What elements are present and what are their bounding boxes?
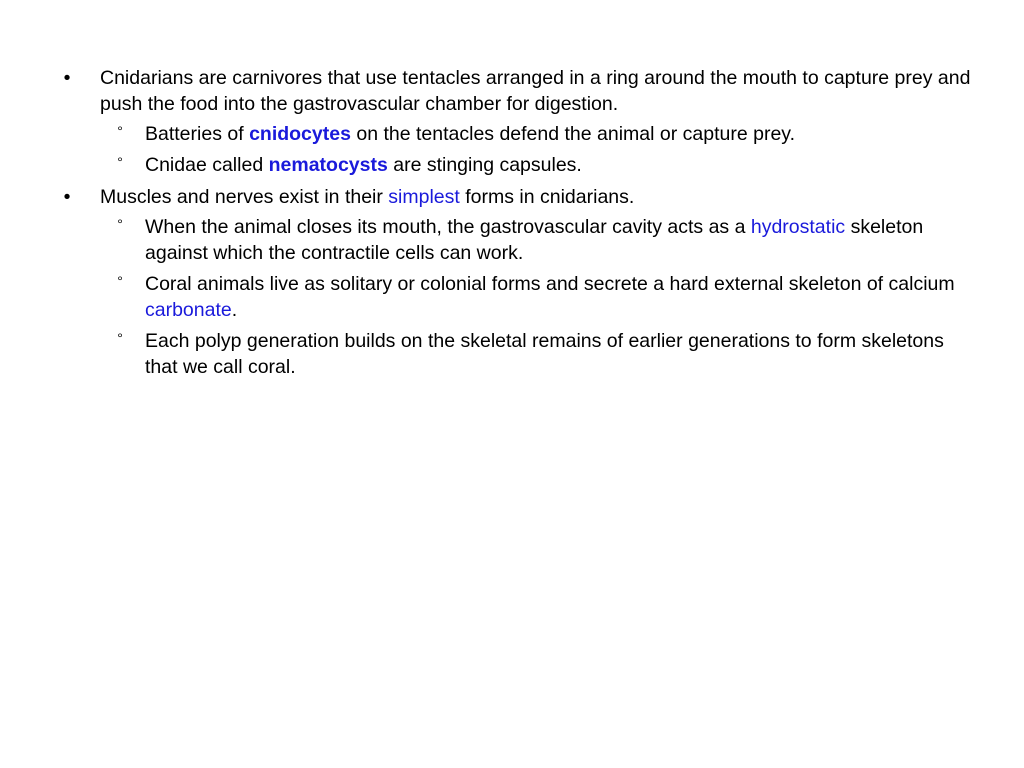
sub-bullet-item-hydrostatic — [100, 214, 980, 266]
bullet-marker: • — [63, 67, 71, 89]
highlight-term-simplest: simplest — [388, 186, 460, 208]
sub-bullet-list — [100, 121, 980, 178]
bullet-text: Cnidarians are carnivores that use tentacles arranged in a ring around the mouth to capture prey and push the food into the gastrovascular chamber for digestion. — [100, 67, 971, 115]
sub-bullet-text-after: are stinging capsules. — [387, 154, 582, 176]
sub-bullet-list — [100, 214, 980, 380]
sub-bullet-item-carbonate — [100, 271, 980, 323]
bullet-text-after: forms in cnidarians. — [459, 186, 635, 208]
sub-bullet-text-before: When the animal closes its mouth, the gastrovascular cavity acts as a — [145, 216, 751, 238]
sub-bullet-text-before: Batteries of — [145, 123, 250, 145]
sub-bullet-marker: ° — [117, 330, 123, 346]
sub-bullet-text-before: Cnidae called — [145, 154, 269, 176]
sub-bullet-item-polyp-generation — [100, 328, 980, 380]
sub-bullet-text-after: on the tentacles defend the animal or capture prey. — [350, 123, 796, 145]
bullet-marker: • — [63, 186, 71, 208]
highlight-term-hydrostatic: hydrostatic — [750, 216, 846, 238]
highlight-term-nematocysts: nematocysts — [268, 154, 388, 176]
bullet-list — [60, 65, 980, 386]
bullet-text-before: Muscles and nerves exist in their — [100, 186, 389, 208]
sub-bullet-text-after: . — [231, 299, 238, 321]
bullet-item-muscles-nerves — [60, 184, 980, 380]
highlight-term-carbonate: carbonate — [145, 299, 232, 321]
highlight-term-cnidocytes: cnidocytes — [249, 123, 351, 145]
sub-bullet-text-after: skeleton against which the contractile cells can work. — [145, 216, 924, 264]
sub-bullet-marker: ° — [117, 273, 123, 289]
sub-bullet-text-before: Coral animals live as solitary or colonial forms and secrete a hard external skeleton of calcium — [145, 273, 955, 295]
bullet-item-cnidarians-carnivores — [60, 65, 980, 178]
sub-bullet-item-cnidocytes — [100, 121, 980, 147]
sub-bullet-marker: ° — [117, 123, 123, 139]
sub-bullet-text: Each polyp generation builds on the skeletal remains of earlier generations to form skeletons that we call coral. — [145, 330, 944, 378]
sub-bullet-marker: ° — [117, 216, 123, 232]
sub-bullet-item-nematocysts — [100, 152, 980, 178]
sub-bullet-marker: ° — [117, 154, 123, 170]
